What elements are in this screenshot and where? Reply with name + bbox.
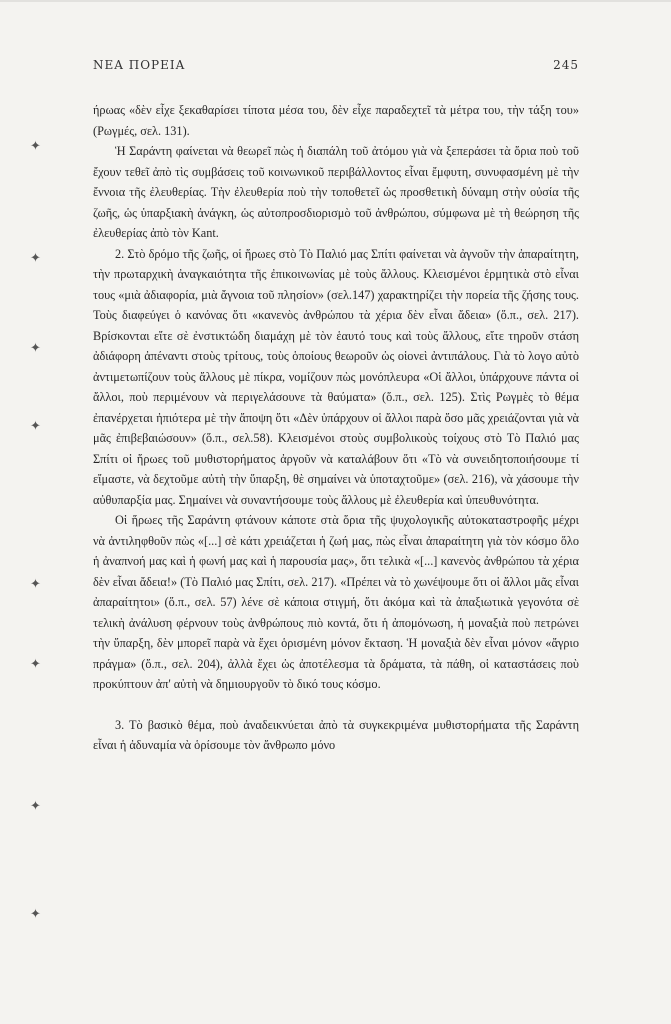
page-top-edge xyxy=(0,0,671,2)
binding-hole-icon: ✦ xyxy=(30,799,41,814)
page-header xyxy=(93,58,579,72)
paragraph: Ἡ Σαράντη φαίνεται νὰ θεωρεῖ πὼς ἡ διαπάλη τοῦ ἀτόμου γιὰ νὰ ξεπεράσει τὰ ὅρια ποὺ τοῦ ἔχουν τεθεῖ ἀπὸ τὶς συμβάσεις τοῦ κοινωνικοῦ περιβάλλοντος εἶναι ἔμφυτη, συνυφασμένη μὲ τὴν ἔννοια τῆς ἐλευθερίας. Τὴν ἐλευθερία ποὺ τὴν τοποθετεῖ ὡς προσθετικὴ δύναμη στὴν οὐσία τῆς ζωῆς, ὡς ὑπαρξιακὴ ἀνάγκη, ὡς αὐτοπροσδιορισμὸ τοῦ ἀνθρώπου, σύμφωνα μὲ τὴ θεώρηση τῆς ἐλευθερίας ἀπὸ τὸν Kant. xyxy=(93,144,579,240)
binding-hole-icon: ✦ xyxy=(30,657,41,672)
page-number: 245 xyxy=(553,58,579,72)
paragraph: 2. Στὸ δρόμο τῆς ζωῆς, οἱ ἥρωες στὸ Τὸ Παλιό μας Σπίτι φαίνεται νὰ ἀγνοῦν τὴν ἀπαραίτητη, τὴν πρωταρχικὴ ἀναγκαιότητα τῆς ἐπικοινωνίας μὲ τοὺς ἄλλους. Κλεισμένοι ἑρμητικὰ στὸ εἶναι τους «μιὰ ἀδιαφορία, μιὰ ἄγνοια τοῦ πλησίον» (σελ.147) χαρακτηρίζει τὴν πορεία τῆς ζήσης τους. Τοὺς διαφεύγει ὁ κανόνας ὅτι «κανενὸς ἀνθρώπου τὰ χέρια δὲν εἶναι ἄδεια» (ὅ.π., σελ. 217). Βρίσκονται εἴτε σὲ ἐνστικτώδη διαμάχη μὲ τὸν ἑαυτό τους καὶ τοὺς ἄλλους, εἴτε τηροῦν στάση ἀδιάφορη ἀπέναντι στοὺς τρίτους, τοὺς ὁποίους θεωροῦν ὡς οἱονεὶ ἀντιπάλους. Γιὰ τὸ λογο αὐτὸ ἀντιμετωπίζουν τοὺς ἄλλους μὲ πίκρα, νομίζουν πὼς μονόπλευρα «Οἱ ἄλλοι, ὑπάρχουνε πάντα οἱ ἄλλοι, ποὺ περιμένουν νὰ περιγελάσουνε τὰ θαύματα» (ὅ.π., σελ. 125). Στὶς Ρωγμὲς τὸ θέμα ἐπανέρχεται ἠπιότερα μὲ τὴν ἄποψη ὅτι «Δὲν ὑπάρχουν οἱ ἄλλοι παρὰ ὅσο μᾶς χρειάζονται γιὰ νὰ μᾶς ἐπιβεβαιώσουν» (ὅ.π., σελ.58). Κλεισμένοι στοὺς συμβολικοὺς τοίχους στὸ Τὸ Παλιό μας Σπίτι οἱ ἥρωες τοῦ μυθιστορήματος ἀργοῦν νὰ καταλάβουν ὅτι «Τὸ νὰ συνειδητοποιήσουμε τί εἴμαστε, νὰ δεχτοῦμε αὐτὴ τὴν ὕπαρξη, θὲ σημαίνει νὰ ὑποταχτοῦμε» (σελ. 216), νὰ χάσουμε τὴν αὐθυπαρξία μας. Σημαίνει νὰ συναντήσουμε τοὺς ἄλλους μὲ ἐλευθερία καὶ ὑπευθυνότητα. xyxy=(93,246,579,507)
binding-hole-icon: ✦ xyxy=(30,577,41,592)
binding-hole-icon: ✦ xyxy=(30,419,41,434)
paragraph: 3. Τὸ βασικὸ θέμα, ποὺ ἀναδεικνύεται ἀπὸ τὰ συγκεκριμένα μυθιστορήματα τῆς Σαράντη εἶναι ἡ ἀδυναμία νὰ ὁρίσουμε τὸν ἄνθρωπο μόνο xyxy=(93,717,579,752)
margin-binding-marks xyxy=(30,0,50,1024)
binding-hole-icon: ✦ xyxy=(30,341,41,356)
running-title: ΝΕΑ ΠΟΡΕΙΑ xyxy=(93,58,186,72)
binding-hole-icon: ✦ xyxy=(30,251,41,266)
paragraph: ήρωας «δὲν εἶχε ξεκαθαρίσει τίποτα μέσα του, δὲν εἶχε παραδεχτεῖ τὰ μέτρα του, τὴν τάξη του» (Ρωγμές, σελ. 131). xyxy=(93,103,579,138)
paragraph: Οἱ ἥρωες τῆς Σαράντη φτάνουν κάποτε στὰ ὅρια τῆς ψυχολογικῆς αὐτοκαταστροφῆς μέχρι νὰ ἀντιληφθοῦν πὼς «[...] σὲ κάτι χρειάζεται ἡ ζωή μας, πὼς εἶναι ἀπαραίτητη γιὰ τὸν κόσμο ὅλο ἡ ἀναπνοή μας καὶ ἡ φωνή μας καὶ ἡ παρουσία μας», ὅτι τελικὰ «[...] κανενὸς ἀνθρώπου τὰ χέρια δὲν εἶναι ἄδεια!» (Τὸ Παλιό μας Σπίτι, σελ. 217). «Πρέπει νὰ τὸ χωνέψουμε ὅτι οἱ ἄλλοι μᾶς εἶναι ἀπαραίτητοι» (ὅ.π., σελ. 57) λένε σὲ κάποια στιγμή, ὅτι ἀκόμα καὶ τὰ ἀπαξιωτικὰ γεγονότα σὲ τελικὴ ἀνάλυση φέρνουν τοὺς ἀνθρώπους πιὸ κοντά, ὅτι ἡ ἀπομόνωση, ἡ μοναξιὰ ποὺ πετρώνει τὴν ὕπαρξη, δὲν μπορεῖ παρὰ νὰ ἔχει ὁρισμένη μόνον ἔκταση. Ἡ μοναξιὰ δὲν εἶναι μόνον «ἄγριο πράγμα» (ὅ.π., σελ. 204), ἀλλὰ ἔχει ὡς ἀποτέλεσμα τὰ δράματα, τὰ πάθη, οἱ καταστάσεις ποὺ προκύπτουν ἀπ' αὐτὴ νὰ δημιουργοῦν τὸ δικό τους κόσμο. xyxy=(93,513,579,691)
body-text xyxy=(93,100,579,756)
binding-hole-icon: ✦ xyxy=(30,907,41,922)
binding-hole-icon: ✦ xyxy=(30,139,41,154)
